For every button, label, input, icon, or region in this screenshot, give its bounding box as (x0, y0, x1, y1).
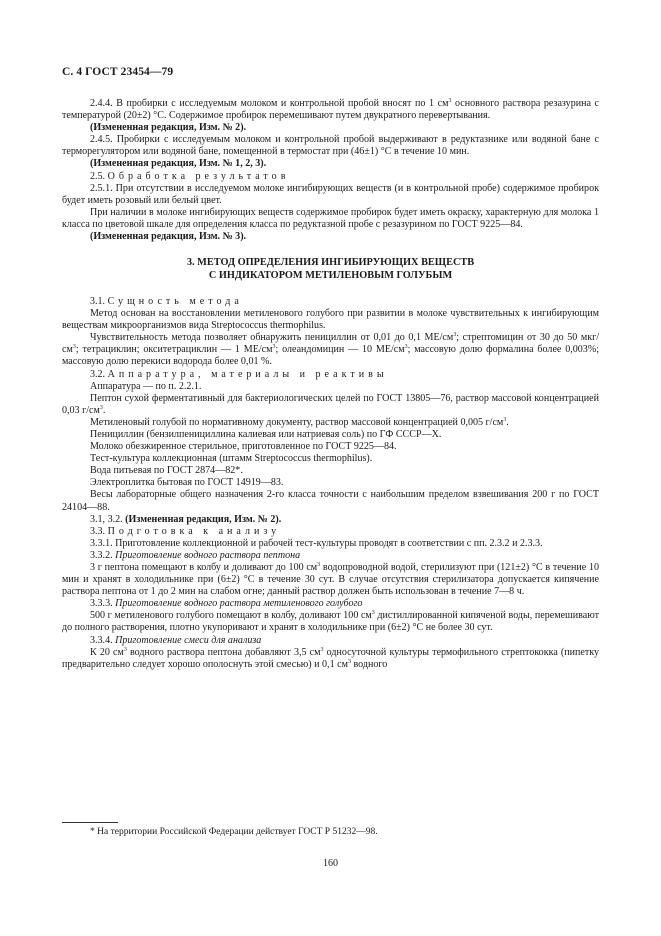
subsection-3-1-heading: 3.1. Сущность метода (90, 295, 243, 307)
subsection-title: Сущность метода (107, 295, 243, 307)
subsection-title: Обработка результатов (107, 170, 290, 182)
footnote-divider (62, 822, 118, 823)
paragraph-3-3-4: К 20 $см^3$ водного раствора пептона добавляют 3,5 $см^3$ односуточной культуры термофильного стрептококка (пипетку предварительно следует хорошо ополоснуть этой смесью) и 0,1 $см^3$ водного (62, 646, 600, 670)
page-number: 160 (323, 858, 338, 869)
page-header: С. 4 ГОСТ 23454—79 (62, 66, 174, 78)
paragraph-2-4-4: 2.4.4. В пробирки с исследуемым молоком и контрольной пробой вносят по 1 $см^3$ основного раствора резазурина с температурой (20±2) °С. Содержимое пробирок перемешивают путем двукратного перевертывания. (62, 98, 599, 122)
subsection-title: Аппаратура, материалы и реактивы (107, 368, 388, 380)
document-body (62, 98, 599, 671)
paragraph-3-3-2: 3 г пептона помещают в колбу и доливают до 100 $см^3$ водопроводной водой, стерилизуют при (121±2) °С в течение 10 мин и хранят в холодильнике при (6±2) °С в течение 30 сут. В случае отсутствия стерилизатора допускается кипячение раствора пептона от 1 до 2 мин на слабом огне; данный раствор должен быть использован в течение 7—8 ч. (62, 562, 599, 598)
paragraph-3-2-i: Весы лабораторные общего назначения 2-го класса точности с наибольшим пределом взвешивания 200 г по ГОСТ 24104—88. (62, 489, 599, 513)
paragraph-2-4-5: 2.4.5. Пробирки с исследуемым молоком и контрольной пробой выдерживают в редуктазнике или водяной бане с терморегулятором или водяной бане, помещенной в термостат при (46±1) °С в течение 10 мин. (62, 134, 599, 158)
paragraph-3-2-b: Пептон сухой ферментативный для бактериологических целей по ГОСТ 13805—76, раствор массовой концентрацией 0,03 $г/см^3$. (62, 392, 599, 416)
paragraph-3-2-h: Электроплитка бытовая по ГОСТ 14919—83. (90, 477, 284, 489)
paragraph-3-2-g: Вода питьевая по ГОСТ 2874—82*. (90, 465, 243, 477)
subsection-3-2-heading: 3.2. Аппаратура, материалы и реактивы (90, 368, 388, 380)
subsection-3-3-3-heading: 3.3.3. Приготовление водного раствора метиленового голубого (90, 598, 363, 610)
paragraph-3-3-1: 3.3.1. Приготовление коллекционной и рабочей тест-культуры проводят в соответствии с пп. 2.3.2 и 2.3.3. (90, 537, 543, 549)
footnote: * На территории Российской Федерации действует ГОСТ Р 51232—98. (90, 827, 378, 837)
paragraph-3-1-a: Метод основан на восстановлении метиленового голубого при развитии в молоке чувствительных к ингибирующим веществам микроорганизмов вида Streptococcus thermophilus. (62, 308, 599, 332)
subsection-2-5-heading: 2.5. Обработка результатов (90, 170, 290, 182)
subsection-title: Подготовка к анализу (107, 525, 281, 537)
revision-note: (Измененная редакция, Изм. № 2). (90, 122, 247, 134)
section-3-title: 3. МЕТОД ОПРЕДЕЛЕНИЯ ИНГИБИРУЮЩИХ ВЕЩЕСТВ С ИНДИКАТОРОМ МЕТИЛЕНОВЫМ ГОЛУБЫМ (186, 257, 475, 281)
paragraph-3-2-f: Тест-культура коллекционная (штамм Streptococcus thermophilus). (90, 453, 373, 465)
paragraph-2-5-1: 2.5.1. При отсутствии в исследуемом молоке ингибирующих веществ (и в контрольной пробе) содержимое пробирок будет иметь розовый или белый цвет. (62, 182, 599, 206)
paragraph-3-1-b: Чувствительность метода позволяет обнаружить пенициллин от 0,01 до 0,1 $МЕ/см^3$; стрептомицин от 30 до 50 мкг/$см^3$; тетрациклин; окситетрациклин — 1 $МЕ/см^3$; олеандомицин — 10 $МЕ/см^3$; массовую долю формалина более 0,003%; массовую долю перекиси водорода более 0,01 %. (62, 332, 600, 368)
revision-note: 3.1, 3.2. (Измененная редакция, Изм. № 2). (90, 513, 282, 525)
paragraph-2-5-2: При наличии в молоке ингибирующих веществ содержимое пробирок будет иметь окраску, характерную для молока 1 класса по цветовой шкале для определения класса по редуктазной пробе с резазурином по ГОСТ 9225—84. (62, 206, 599, 230)
subsection-3-3-heading: 3.3. Подготовка к анализу (90, 525, 281, 537)
subsection-3-3-2-heading: 3.3.2. Приготовление водного раствора пептона (90, 549, 301, 561)
subsection-3-3-4-heading: 3.3.4. Приготовление смеси для анализа (90, 634, 262, 646)
paragraph-3-2-a: Аппаратура — по п. 2.2.1. (90, 380, 202, 392)
paragraph-3-2-e: Молоко обезжиренное стерильное, приготовленное по ГОСТ 9225—84. (90, 441, 397, 453)
paragraph-3-3-3: 500 г метиленового голубого помещают в колбу, доливают 100 $см^3$ дистиллированной кипяченой воды, перемешивают до полного растворения, плотно укупоривают и хранят в холодильнике при (6±2) °С не более 30 сут. (62, 610, 599, 634)
paragraph-3-2-d: Пенициллин (бензилпенициллина калиевая или натриевая соль) по ГФ СССР—X. (90, 428, 442, 440)
revision-note: (Измененная редакция, Изм. № 3). (90, 231, 247, 243)
revision-note: (Измененная редакция, Изм. № 1, 2, 3). (90, 158, 267, 170)
paragraph-3-2-c: Метиленовый голубой по нормативному документу, раствор массовой концентрацией 0,005 $г/см^3$. (90, 416, 509, 428)
